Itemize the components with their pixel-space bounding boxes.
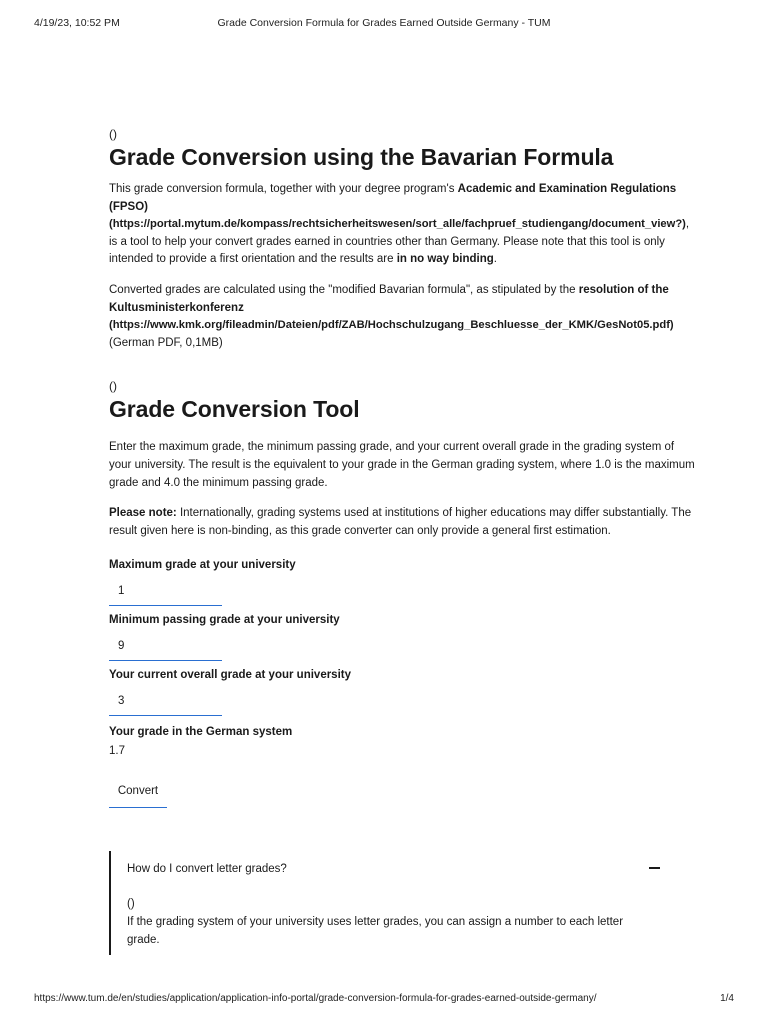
german-grade-label: Your grade in the German system <box>109 726 293 739</box>
intro-paragraph <box>109 181 699 269</box>
section-anchor[interactable]: () <box>109 127 117 141</box>
intro-text-end: . <box>493 253 497 266</box>
current-grade-input[interactable] <box>109 687 222 716</box>
convert-button[interactable]: Convert <box>109 775 167 808</box>
accordion-title[interactable]: How do I convert letter grades? <box>127 863 287 875</box>
print-url: https://www.tum.de/en/studies/application/application-info-portal/grade-conversion-formula-for-grades-earned-outside-germany/ <box>34 993 597 1004</box>
german-grade-result: 1.7 <box>109 745 125 758</box>
print-datetime: 4/19/23, 10:52 PM <box>34 17 120 29</box>
intro-text-cont: , is a tool to help your convert grades earned in countries other than Germany. Please note that this tool is only intended to provide a first orientation and the results are <box>109 218 690 266</box>
note-text: Internationally, grading systems used at institutions of higher educations may differ substantially. The result given here is non-binding, as this grade converter can only provide a general first estimation. <box>109 507 692 537</box>
fpso-link[interactable]: Academic and Examination Regulations (FPSO) <box>109 183 677 213</box>
tool-intro: Enter the maximum grade, the minimum passing grade, and your current overall grade in the grading system of your university. The result is the equivalent to your grade in the German grading system, where 1.0 is the maximum grade and 4.0 the minimum passing grade. <box>109 441 695 489</box>
section-anchor[interactable]: () <box>109 379 117 394</box>
formula-paragraph <box>109 282 699 352</box>
current-grade-label: Your current overall grade at your university <box>109 669 351 682</box>
min-grade-label: Minimum passing grade at your university <box>109 614 340 627</box>
print-footer <box>34 993 734 1007</box>
kmk-link[interactable]: resolution of the Kultusministerkonferenz <box>109 283 669 314</box>
min-grade-input[interactable] <box>109 632 222 661</box>
intro-text: This grade conversion formula, together with your degree program's <box>109 183 458 195</box>
page-number: 1/4 <box>720 993 734 1004</box>
pdf-size: (German PDF, 0,1MB) <box>109 336 223 349</box>
kmk-url[interactable]: (https://www.kmk.org/fileadmin/Dateien/pdf/ZAB/Hochschulzugang_Beschluesse_der_KMK/GesNot05.pdf) <box>109 319 674 332</box>
section-heading: Grade Conversion Tool <box>109 396 360 423</box>
no-binding-bold: in no way binding <box>396 253 494 266</box>
accordion-text: If the grading system of your university uses letter grades, you can assign a number to each letter grade. <box>127 916 624 946</box>
conversion-tool-section <box>109 379 699 808</box>
print-page-title: Grade Conversion Formula for Grades Earned Outside Germany - TUM <box>217 17 551 29</box>
fpso-url[interactable]: (https://portal.mytum.de/kompass/rechtsicherheitswesen/sort_alle/fachpruef_studiengang/document_view?) <box>109 218 686 231</box>
note-label: Please note: <box>109 507 177 520</box>
print-header <box>34 17 734 31</box>
main-content <box>109 127 699 808</box>
accordion-anchor[interactable]: () <box>127 898 135 910</box>
note-paragraph <box>109 505 699 540</box>
page-title: Grade Conversion using the Bavarian Formula <box>109 144 614 170</box>
max-grade-input[interactable] <box>109 577 222 606</box>
max-grade-label: Maximum grade at your university <box>109 559 296 572</box>
formula-text: Converted grades are calculated using the "modified Bavarian formula", as stipulated by the <box>109 283 579 296</box>
grade-form <box>109 557 699 808</box>
minus-icon[interactable] <box>649 867 660 869</box>
letter-grades-accordion <box>109 851 663 955</box>
accordion-body <box>127 897 647 949</box>
